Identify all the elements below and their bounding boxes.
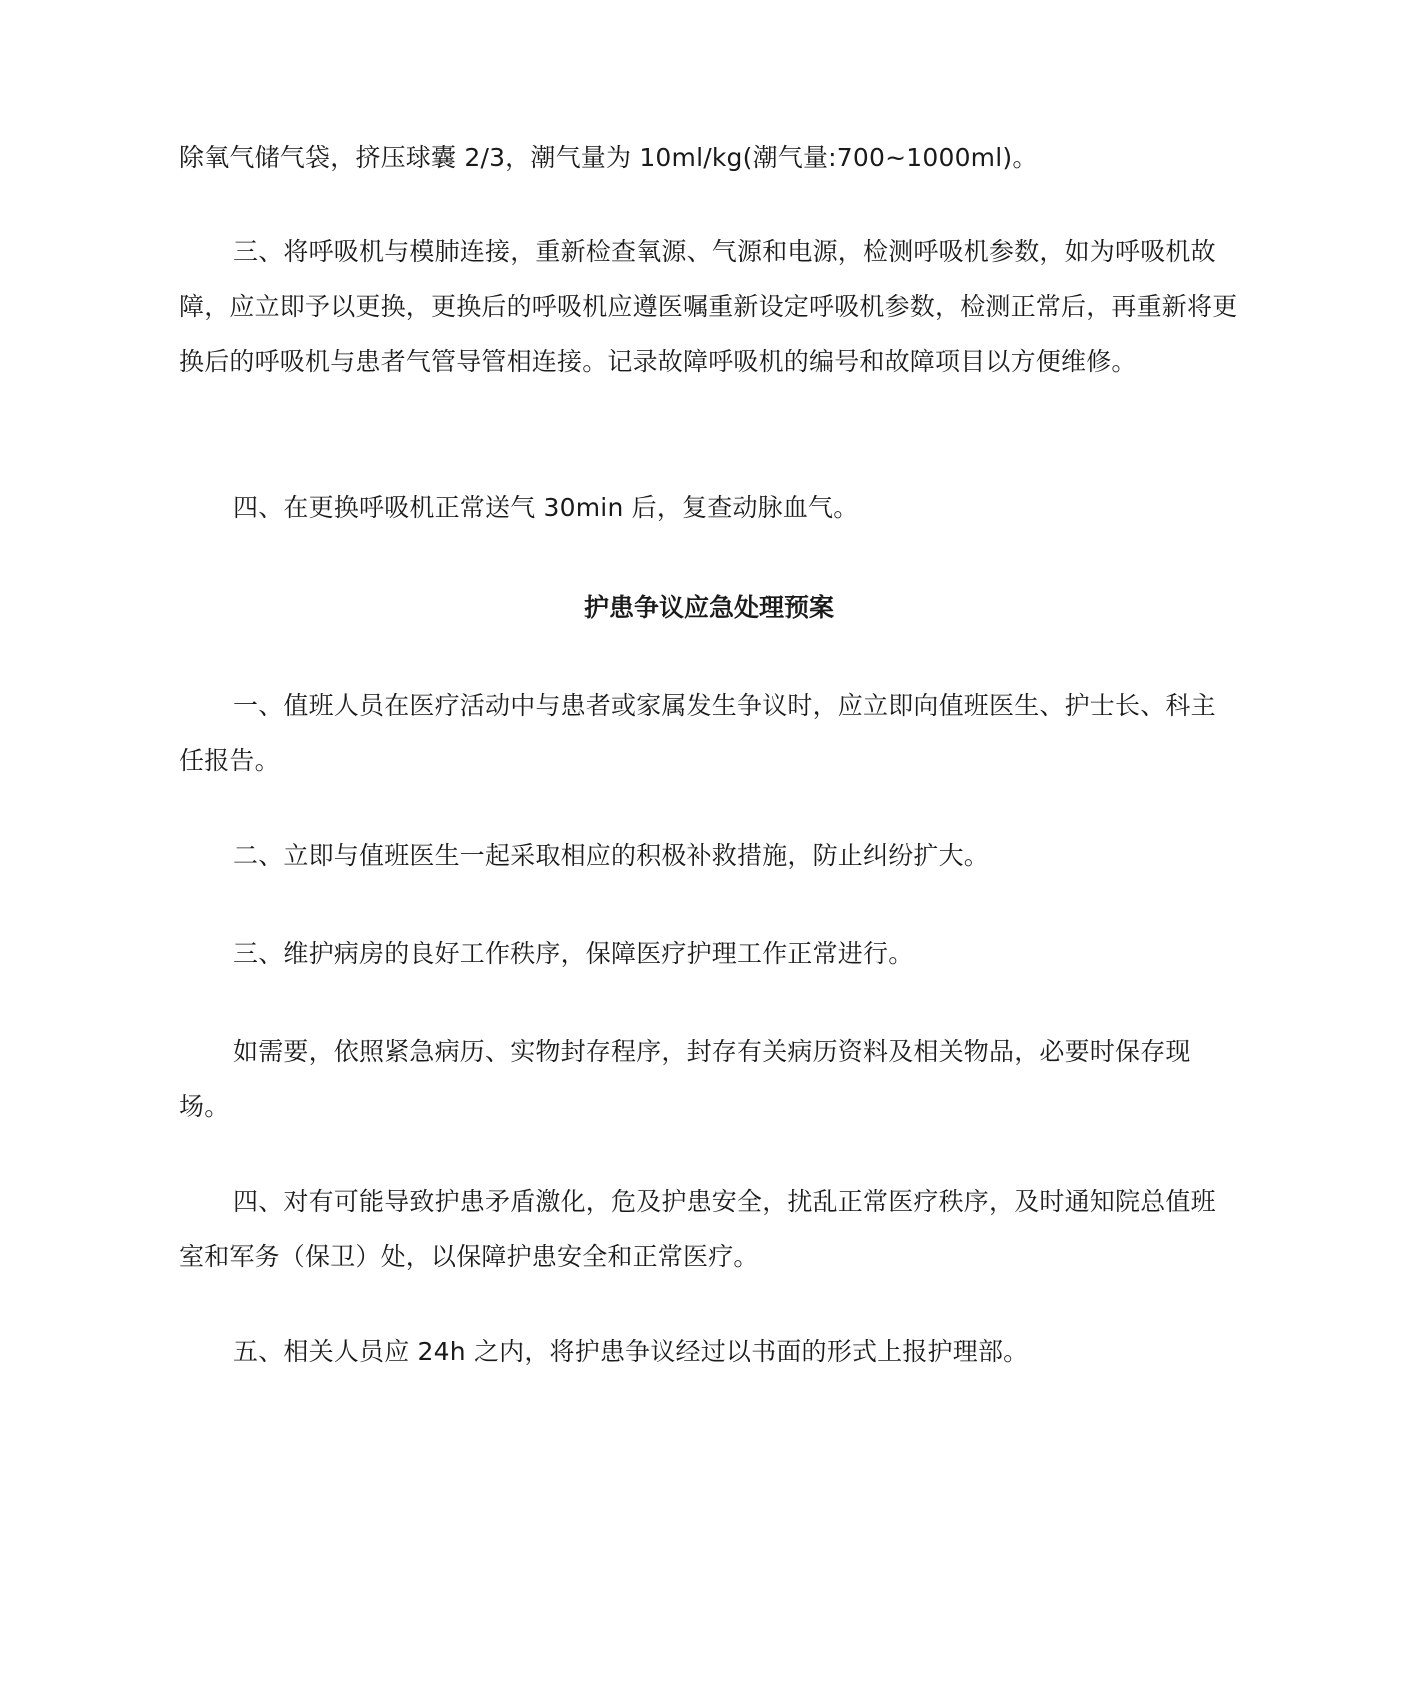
dispute-item-5: 五、相关人员应 24h 之内，将护患争议经过以书面的形式上报护理部。: [233, 1337, 1029, 1366]
dispute-item-2: 二、立即与值班医生一起采取相应的积极补救措施，防止纠纷扩大。: [233, 841, 990, 870]
section-title: 护患争议应急处理预案: [583, 593, 834, 622]
dispute-item-3: 三、维护病房的良好工作秩序，保障医疗护理工作正常进行。: [233, 939, 914, 968]
paragraph-step-3: 三、将呼吸机与模肺连接，重新检查氧源、气源和电源，检测呼吸机参数，如为呼吸机故障，应立即予以更换，更换后的呼吸机应遵医嘱重新设定呼吸机参数，检测正常后，再重新将更换后的呼吸机与患者气管导管相连接。记录故障呼吸机的编号和故障项目以方便维修。: [179, 237, 1238, 376]
paragraph-step-4: 四、在更换呼吸机正常送气 30min 后，复查动脉血气。: [233, 493, 859, 522]
paragraph-continuation: 除氧气储气袋，挤压球囊 2/3，潮气量为 10ml/kg(潮气量:700~1000ml)。: [179, 143, 1038, 172]
dispute-item-sealing: 如需要，依照紧急病历、实物封存程序，封存有关病历资料及相关物品，必要时保存现场。: [179, 1037, 1191, 1121]
dispute-item-1: 一、值班人员在医疗活动中与患者或家属发生争议时，应立即向值班医生、护士长、科主任报告。: [179, 691, 1216, 775]
dispute-item-4: 四、对有可能导致护患矛盾激化，危及护患安全，扰乱正常医疗秩序，及时通知院总值班室和军务（保卫）处，以保障护患安全和正常医疗。: [179, 1187, 1216, 1271]
